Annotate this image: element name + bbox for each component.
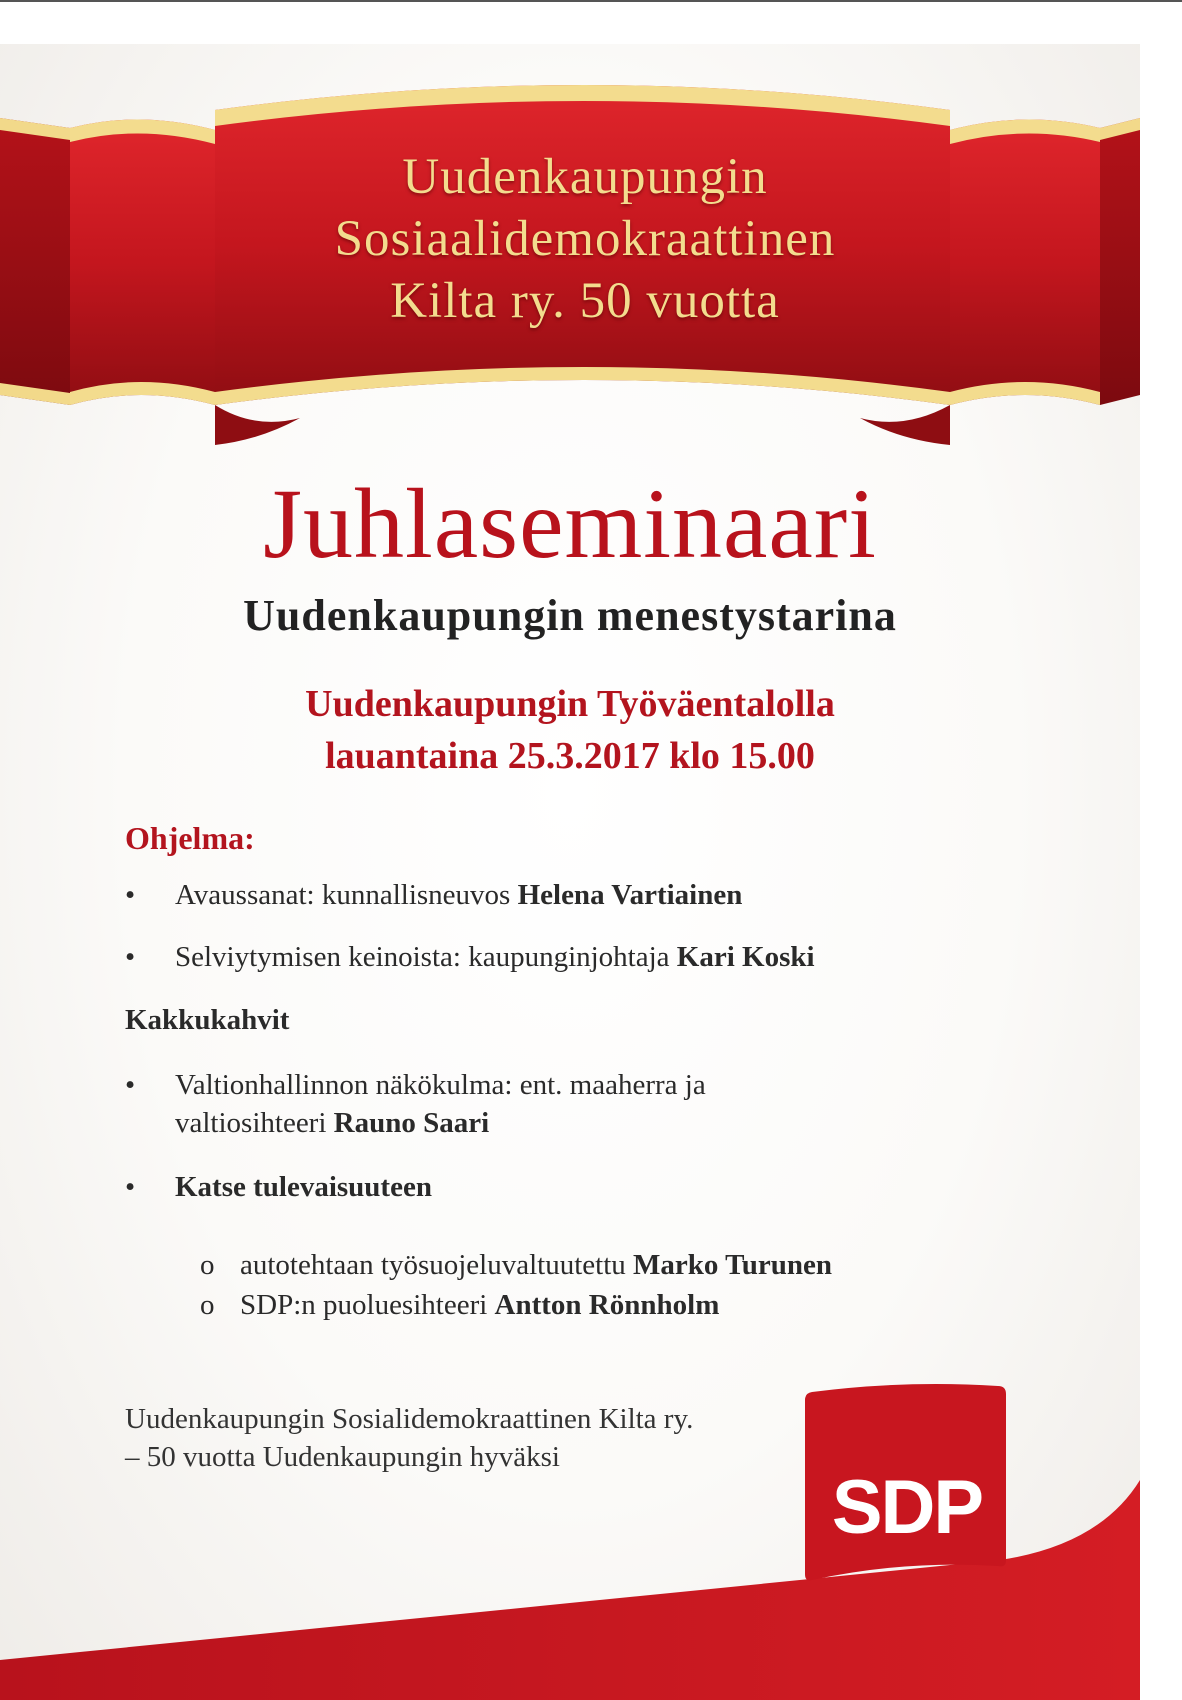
banner-line-3: Kilta ry. 50 vuotta bbox=[390, 273, 780, 329]
item-description-line-1: Valtionhallinnon näkökulma: ent. maaherra ja bbox=[175, 1069, 706, 1101]
speaker-name: Marko Turunen bbox=[633, 1249, 833, 1281]
subitem-text bbox=[240, 1286, 719, 1324]
venue-datetime: lauantaina 25.3.2017 klo 15.00 bbox=[325, 735, 815, 777]
bullet-icon: • bbox=[125, 879, 136, 911]
venue-location: Uudenkaupungin Työväentalolla bbox=[305, 683, 835, 725]
program-item-text bbox=[175, 1168, 875, 1206]
subitem-description: SDP:n puoluesihteeri bbox=[240, 1289, 495, 1321]
footer-line-2: – 50 vuotta Uudenkaupungin hyväksi bbox=[125, 1441, 560, 1473]
footer-line-1: Uudenkaupungin Sosialidemokraattinen Kilta ry. bbox=[125, 1403, 694, 1435]
subitem-description: autotehtaan työsuojeluvaltuutettu bbox=[240, 1249, 634, 1281]
sub-bullet-icon: o bbox=[200, 1249, 215, 1281]
item-title: Katse tulevaisuuteen bbox=[175, 1171, 432, 1203]
speaker-name: Antton Rönnholm bbox=[494, 1289, 720, 1321]
bullet-icon: • bbox=[125, 1171, 136, 1203]
sdp-logo: SDP bbox=[831, 1465, 983, 1550]
bullet-icon: • bbox=[125, 1069, 136, 1101]
event-subtitle: Uudenkaupungin menestystarina bbox=[243, 591, 897, 640]
program-heading: Ohjelma: bbox=[125, 820, 255, 856]
speaker-name: Kari Koski bbox=[676, 941, 815, 973]
speaker-name: Helena Vartiainen bbox=[517, 879, 743, 911]
event-venue bbox=[0, 678, 1140, 782]
sub-bullet-icon: o bbox=[200, 1289, 215, 1321]
program-item-text bbox=[175, 1066, 875, 1142]
item-description: Selviytymisen keinoista: kaupunginjohtaja bbox=[175, 941, 677, 973]
subitem-text bbox=[240, 1246, 832, 1284]
speaker-name: Rauno Saari bbox=[333, 1107, 490, 1139]
item-description: Avaussanat: kunnallisneuvos bbox=[175, 879, 518, 911]
coffee-break: Kakkukahvit bbox=[125, 1004, 290, 1036]
event-title: Juhlaseminaari bbox=[263, 468, 877, 579]
ribbon-banner-text bbox=[180, 146, 990, 332]
banner-line-1: Uudenkaupungin bbox=[402, 149, 768, 205]
organizer-footer bbox=[125, 1400, 765, 1476]
bullet-icon: • bbox=[125, 941, 136, 973]
program-section bbox=[125, 818, 1085, 1321]
banner-line-2: Sosiaalidemokraattinen bbox=[334, 211, 836, 267]
program-item-text bbox=[175, 876, 875, 914]
program-item-text bbox=[175, 938, 875, 976]
item-description-line-2: valtiosihteeri bbox=[175, 1107, 334, 1139]
